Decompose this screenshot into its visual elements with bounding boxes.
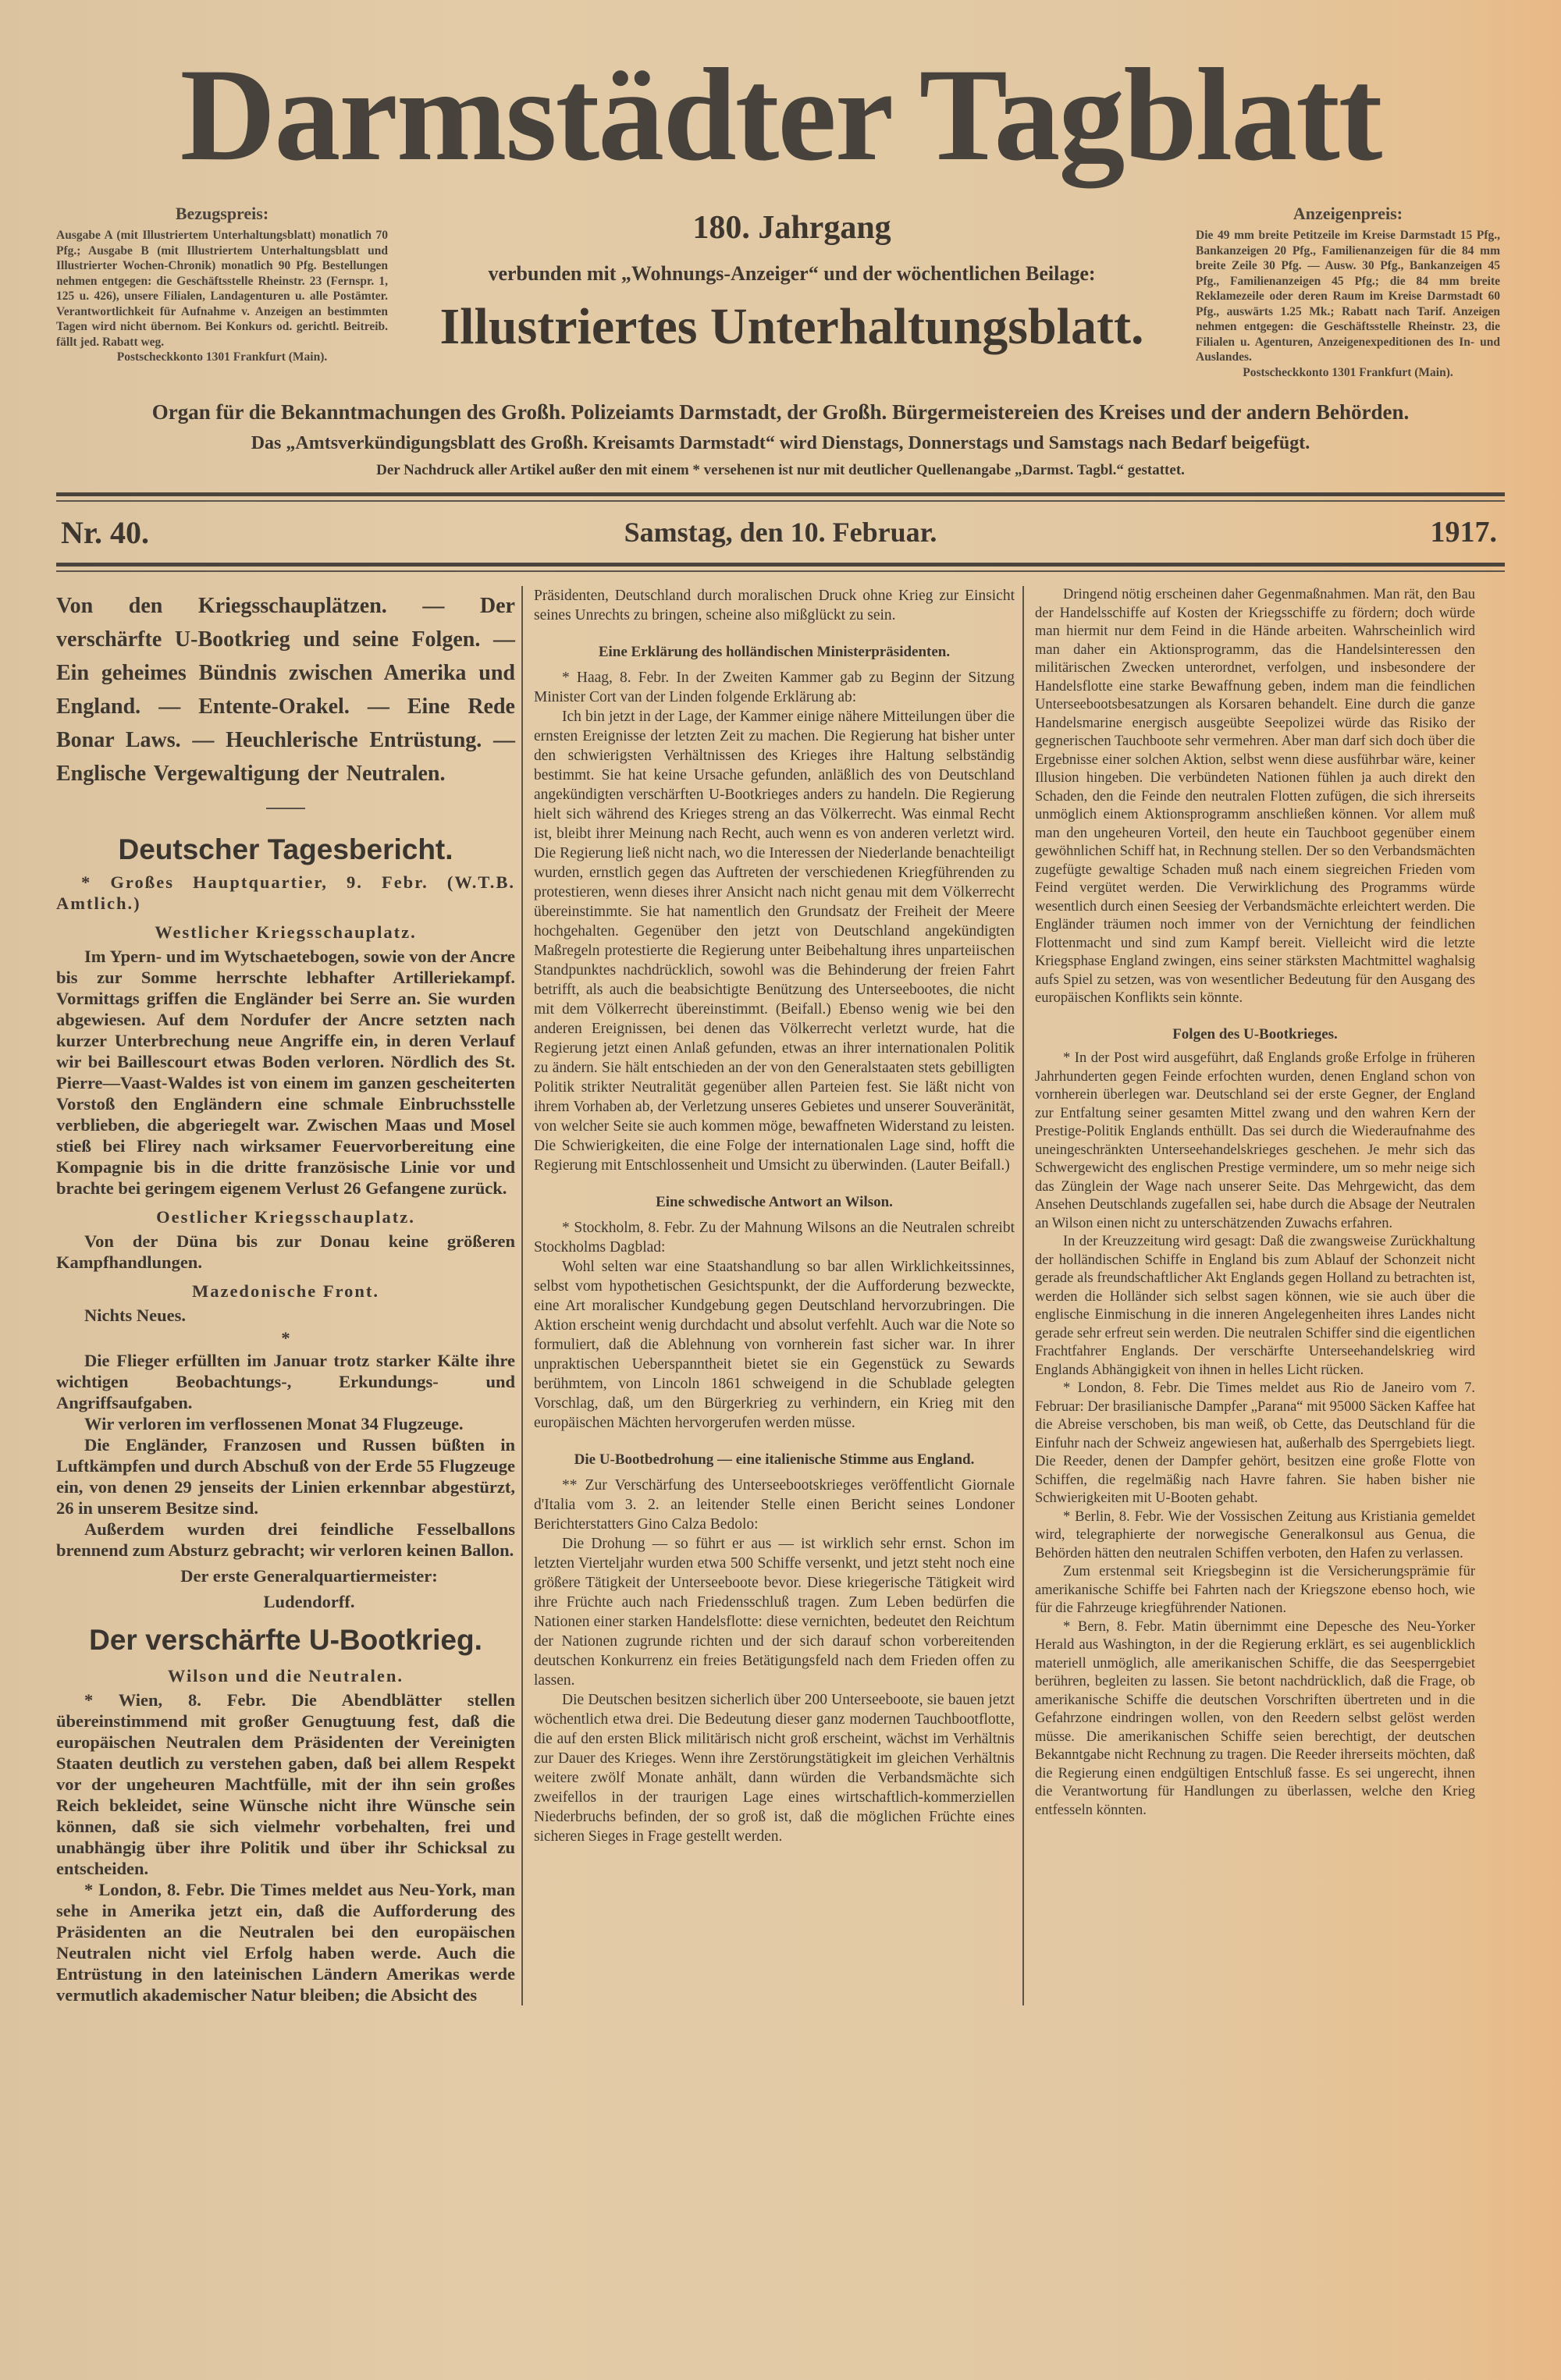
newspaper-page [56,0,1505,2005]
subscription-price-box [56,203,388,365]
issue-year: 1917. [1430,516,1497,549]
subscription-price-footer: Postscheckkonto 1301 Frankfurt (Main). [116,350,328,364]
dateline: * Großes Hauptquartier, 9. Febr. (W.T.B. Amtlich.) [56,872,515,913]
advertising-price-box [1196,203,1500,380]
paragraph: Präsidenten, Deutschland durch moralischen Druck ohne Krieg zur Einsicht seines Unrechts zu bringen, scheine also mißglückt zu sein. [534,588,1015,623]
paragraph: Von der Düna bis zur Donau keine größeren Kampfhandlungen. [56,1231,515,1272]
advertising-price-text: Die 49 mm breite Petitzeile im Kreise Darmstadt 15 Pfg., Bankanzeigen 20 Pfg., Familienanzeigen für die 84 mm breite Zeile 30 Pfg. — Ausw. 30 Pfg., Bankanzeigen 45 Pfg., Familienanzeigen 45 Pfg.; die 84 mm breite Reklamezeile oder deren Raum im Kreise Darmstadt 60 Pfg., auswärts 1.25 Mk.; Rabatt nach Tarif. Anzeigen nehmen entgegen: die Geschäftsstelle Rheinstr. 23, die Filialen u. Agenturen, Anzeigenexpeditionen des In- und Auslandes. [1196,229,1500,364]
section-subhead: Mazedonische Front. [191,1281,380,1301]
ornament: * [281,1328,290,1348]
article-columns [56,586,1505,2005]
paragraph: In der Kreuzzeitung wird gesagt: Daß die zwangsweise Zurückhaltung der holländischen Schiffe in England bis zum Ablauf der Schonzeit nicht gerade als freundschaftlicher Akt Englands gegen Holland zu betrachten ist, werden die Holländer sich selbst sagen können, wie sie auch über die englische Einmischung in die inneren Angelegenheiten ihres Landes nicht gerade sehr erfreut sein werden. Die neutralen Schiffer sind die eigentlichen Frachtfahrer Englands. Der verschärfte Unterseehandelskrieg wird Englands Abhängigkeit von ihnen in helles Licht rücken. [1035,1234,1475,1378]
paragraph: * Stockholm, 8. Febr. Zu der Mahnung Wilsons an die Neutralen schreibt Stockholms Dagblad: [534,1220,1015,1256]
paragraph: * In der Post wird ausgeführt, daß Englands große Erfolge in früheren Jahrhunderten gegen Feinde erfochten wurden, denen England schon von vornherein überlegen war. Deutschland sei der erste Gegner, der England zur Entfaltung seiner gesamten Mittel zwang und den wahren Kern der Prestige-Politik Englands enthüllt. Das sei durch die Wiederaufnahme des uneingeschränkten Unterseehandelskrieges geschehen. Je mehr sich das Schwergewicht des englischen Prestige vermindere, um so mehr neige sich das Zünglein der Wage nach unserer Seite. Das Mehrgewicht, das dem Ansehen Deutschlands zugefallen sei, habe durch die Absage der Neutralen an Wilson einen nicht zu unterschätzenden Zuwachs erfahren. [1035,1050,1475,1231]
advertising-price-footer: Postscheckkonto 1301 Frankfurt (Main). [1243,365,1453,379]
double-rule [56,563,1505,572]
paragraph: * Haag, 8. Febr. In der Zweiten Kammer gab zu Beginn der Sitzung Minister Cort van der Linden folgende Erklärung ab: [534,670,1015,705]
paragraph: Wohl selten war eine Staatshandlung so bar allen Wirklichkeitssinnes, selbst vom hypothetischen Gesichtspunkt, der die Aufforderung bezweckte, eine Art moralischer Kundgebung gegen Deutschland hervorzubringen. Die Aktion erscheint wenig durchdacht und absolut verfehlt. Auch war die Note so formuliert, daß die Ablehnung von vornherein fast sicher war. In ihrer unpraktischen Ueberspanntheit bietet sie ein Gegenstück zu Sewards berühmtem, von Lincoln 1861 schweigend in die Schublade gelegten Vorschlag, daß, um den Bürgerkrieg zu verhindern, ein Krieg mit den europäischen Mächten hervorgerufen werden müsse. [534,1259,1015,1431]
newspaper-title: Darmstädter Tagblatt [180,41,1381,188]
organ-line: Organ für die Bekanntmachungen des Großh. Polizeiamts Darmstadt, der Großh. Bürgermeistereien des Kreises und der andern Behörden. [151,400,1410,424]
article-subhead: Die U-Bootbedrohung — eine italienische Stimme aus England. [574,1451,975,1468]
masthead-center [411,203,1172,361]
signature: Der erste Generalquartiermeister: [180,1566,438,1586]
paragraph: Die Drohung — so führt er aus — ist wirklich sehr ernst. Schon im letzten Vierteljahr wurden etwa 500 Schiffe versenkt, und jetzt steht noch eine größere Tätigkeit der Unterseeboote bevor. Diese kriegerische Tätigkeit wird ihre Früchte auch nach Friedensschluß tragen. Zum Leben bedürfen die Nationen einer starken Handelsflotte: diese vernichten, bedeutet den Reichtum der Nationen zugrunde richten und der sich darauf schon vorbereitenden deutschen Konkurrenz ein freies Betätigungsfeld nach dem Frieden offen zu lassen. [534,1536,1015,1689]
subscription-price-heading: Bezugspreis: [175,204,269,223]
article-subhead: Eine Erklärung des holländischen Ministerpräsidenten. [598,644,951,660]
supplement-note: verbunden mit „Wohnungs-Anzeiger“ und der wöchentlichen Beilage: [488,262,1096,285]
volume-number: 180. Jahrgang [692,210,891,246]
paragraph: * Wien, 8. Febr. Die Abendblätter stellen übereinstimmend mit großer Genugtuung fest, daß die europäischen Neutralen dem Präsidenten der Vereinigten Staaten deutlich zu verstehen gaben, daß bei allem Respekt vor der ungeheuren Machtfülle, mit der ihn sein großes Reich bekleidet, seine Wünsche nicht ihre Wünsche sein können, daß sie sich vielmehr vorbehalten, frei und unabhängig über ihre Politik und über ihr Schicksal zu entscheiden. [56,1690,515,1878]
paragraph: Die Flieger erfüllten im Januar trotz starker Kälte ihre wichtigen Beobachtungs-, Erkundungs- und Angriffsaufgaben. [56,1351,515,1412]
section-subhead: Oestlicher Kriegsschauplatz. [156,1207,415,1227]
paragraph: * Bern, 8. Febr. Matin übernimmt eine Depesche des Neu-Yorker Herald aus Washington, in der die Regierung erklärt, es sei augenblicklich materiell unmöglich, alle amerikanischen Schiffe, die das Seesperrgebiet berühren, begleiten zu lassen. Sie betont nachdrücklich, daß die Frage, ob amerikanische Schiffe die deutschen Vorschriften übertreten und in die Gefahrzone eindringen wollen, von den Reedern selbst gelöst werden müsse. Die amerikanischen Schiffe seien berechtigt, der deutschen Bekanntgabe nicht Rechnung zu tragen. Die Reeder ihrerseits möchten, daß die Regierung einen endgültigen Entschluß fasse. Es sei ungerecht, ihnen die Verantwortung für Handlungen zu überlassen, welche den Krieg entfesseln könnten. [1035,1618,1475,1818]
paragraph: Nichts Neues. [84,1305,186,1325]
subscription-price-text: Ausgabe A (mit Illustriertem Unterhaltungsblatt) monatlich 70 Pfg.; Ausgabe B (mit Illustriertem Unterhaltungsblatt und Illustrierter Wochen-Chronik) monatlich 90 Pfg. Bestellungen nehmen entgegen: die Geschäftsstelle Rheinstr. 23 (Fernspr. 1, 125 u. 426), unsere Filialen, Landagenturen u. alle Postämter. Verantwortlichkeit für Aufnahme v. Anzeigen an bestimmten Tagen wird nicht übernom. Bei Konkurs od. gerichtl. Beitreib. fällt jed. Rabatt weg. [56,229,388,349]
supplement-title: Illustriertes Unterhaltungsblatt. [439,298,1144,355]
reprint-notice: Der Nachdruck aller Artikel außer den mit einem * versehenen ist nur mit deutlicher Quellenangabe „Darmst. Tagbl.“ gestattet. [376,462,1185,478]
masthead-info-row [56,203,1505,380]
paragraph: * London, 8. Febr. Die Times meldet aus Neu-York, man sehe in Amerika jetzt ein, daß die Aufforderung des Präsidenten an die Neutralen bei den europäischen Neutralen nicht viel Erfolg haben werde. Auch die Entrüstung in den lateinischen Ländern Amerikas werde vermutlich akademischer Natur bleiben; die Absicht des [56,1880,515,2005]
paragraph: Dringend nötig erscheinen daher Gegenmaßnahmen. Man rät, den Bau der Handelsschiffe auf Kosten der Kriegsschiffe zu fördern; doch würde man hiermit nur dem Feind in die Hände arbeiten. Wahrscheinlich wird man daher ein Aktionsprogramm, das die Handelsinteressen den militärischen Zwecken unterordnet, verfolgen, und insbesondere der Handelsflotte eine starke Bewaffnung geben, indem man die feindlichen Unterseebootsbesatzungen als Korsaren behandelt. Eine durch die ganze Handelsmarine energisch ausgeübte Seepolizei würde das Risiko der gegnerischen Tauchboote sehr vermehren. Aber man darf sich doch über die Ergebnisse einer solchen Aktion, selbst wenn diese ausführbar wäre, keiner Illusion hingeben. Die verbündeten Nationen fühlen ja auch direkt den Schaden, den die Feinde den neutralen Flotten zufügen, die sich ihrerseits unmöglich einem Aktionsprogramm anschließen können. Vor allem muß man den ungeheuren Vorteil, den heute ein Tauchboot gegenüber einem gewöhnlichen Schiff hat, in Rechnung stellen. Der so den Verbandsmächten zugefügte gewaltige Schaden muß nach einem siegreichen Frieden vom Feind vergütet werden. Die Verwirklichung des Programms würde wesentlich durch einen Seesieg der Verbandsmächte erleichtert werden. Die Engländer träumen noch immer von der Vernichtung der feindlichen Flottenmacht und sind zum Kampf bereit. Vielleicht wird die letzte Kriegsphase England zwingen, eins seiner stärksten Machtmittel waghalsig aufs Spiel zu setzen, was von wesentlicher Bedeutung für den Ausgang des europäischen Konflikts sein könnte. [1035,587,1475,1006]
paragraph: Die Deutschen besitzen sicherlich über 200 Unterseeboote, sie bauen jetzt wöchentlich etwa drei. Die Bedeutung dieser ganz modernen Tauchbootflotte, die auf den ersten Blick militärisch nicht groß erscheint, wächst im Verhältnis zur Dauer des Krieges. Wenn ihre Zerstörungstätigkeit im gleichen Verhältnis weitere zwölf Monate anhält, dann würden die Verbandsmächte sich zweifellos in der traurigen Lage eines wirtschaftlich-kommerziellen Niederbruchs befinden, der so groß ist, daß die möglichen Früchte eines sicheren Sieges in Frage gestellt werden. [534,1692,1015,1845]
advertising-price-heading: Anzeigenpreis: [1293,204,1403,223]
paragraph: * Berlin, 8. Febr. Wie der Vossischen Zeitung aus Kristiania gemeldet wird, telegraphierte der norwegische Generalkonsul aus Genua, die Behörden hätten den neutralen Schiffen verboten, den Hafen zu verlassen. [1035,1508,1475,1561]
column-1 [56,586,515,2005]
article-subhead: Folgen des U-Bootkrieges. [1172,1025,1338,1043]
paragraph: Ich bin jetzt in der Lage, der Kammer einige nähere Mitteilungen über die ernsten Ereignisse der letzten Zeit zu machen. Die Regierung hat bisher unter den schwierigsten Verhältnissen des Krieges ihre Haltung selbständig bestimmt. Sie hat keine Ursache gefunden, anläßlich des von Deutschland angekündigten verschärften U-Bootkrieges anders zu handeln. Die Regierung hielt sich während des Krieges streng an das Völkerrecht. Was einmal Recht ist, bleibt ihrer Meinung nach Recht, auch wenn es von anderen verletzt wird. Die Regierung ließ nicht nach, wo die Interessen der Niederlande benachteiligt wurden, ernstlich gegen das Auftreten der verschiedenen Kriegführenden zu protestieren, wenn dieses ihrer Ansicht nach nicht genau mit dem Völkerrecht übereinstimmte. Sie hat namentlich den Grundsatz der Freiheit der Meere hochgehalten. Gegenüber den jetzt von Deutschland angekündigten Maßregeln protestierte die Regierung unter Beibehaltung ihres unparteiischen Standpunktes nachdrücklich, sowohl was die Behinderung der freien Fahrt betrifft, als auch die beabsichtigte Benützung des Unterseebootes, die nicht mit dem Völkerrecht übereinstimmt. (Beifall.) Ebenso wenig wie bei den anderen Ereignissen, bei denen das Völkerrecht verletzt wurde, hat die Regierung jetzt einen Anlaß gefunden, etwas an ihrer internationalen Politik zu ändern. Sie hält entschieden an der von den Generalstaaten stets gebilligten Politik strikter Neutralität gegenüber allen Parteien fest. Sie läßt nicht von ihrem Vorhaben ab, der Verletzung unseres Gebietes und unserer Souveränität, von welcher Seite sie auch kommen möge, bewaffneten Widerstand zu leisten. Die Schwierigkeiten, die eine Folge der internationalen Lage sind, hofft die Regierung mit Entschlossenheit und Umsicht zu überwinden. (Lauter Beifall.) [534,709,1015,1174]
column-divider [1022,586,1024,2005]
section-subhead: Westlicher Kriegsschauplatz. [155,922,417,942]
article-headline: Der verschärfte U-Bootkrieg. [89,1624,482,1656]
double-rule [56,492,1505,502]
paragraph: Wir verloren im verflossenen Monat 34 Flugzeuge. [84,1414,464,1433]
divider [266,808,305,809]
article-headline: Deutscher Tagesbericht. [118,833,453,865]
article-subhead: Eine schwedische Antwort an Wilson. [656,1194,893,1210]
column-3 [1035,586,1475,2005]
column-2 [534,586,1015,2005]
issue-date: Samstag, den 10. Februar. [624,517,937,548]
section-subhead: Wilson und die Neutralen. [167,1666,404,1686]
signature: Ludendorff. [263,1592,355,1611]
issue-dateline [56,502,1505,563]
paragraph: Außerdem wurden drei feindliche Fesselballons brennend zum Absturz gebracht; wir verloren keinen Ballon. [56,1519,515,1560]
official-gazette-line: Das „Amtsverkündigungsblatt des Großh. Kreisamts Darmstadt“ wird Dienstags, Donnerstags und Samstags nach Bedarf beigefügt. [251,433,1310,453]
paragraph: Zum erstenmal seit Kriegsbeginn ist die Versicherungsprämie für amerikanische Schiffe bei Fahrten nach der Kriegszone ebenso hoch, wie für die Fahrzeuge kriegführender Nationen. [1035,1564,1475,1616]
column-divider [521,586,523,2005]
paragraph: * London, 8. Febr. Die Times meldet aus Rio de Janeiro vom 7. Februar: Der brasilianische Dampfer „Parana“ mit 95000 Säcken Kaffee hat die Abreise verschoben, bis man weiß, ob Cette, das Deutschland für die Einfuhr nach der Schweiz angewiesen hat, außerhalb des Sperrgebiets liegt. Die Reeder, denen der Dampfer gehört, besitzen eine große Flotte von Schiffen, die regelmäßig nach Havre fahren. Sie haben bisher nie Schwierigkeiten mit U-Booten gehabt. [1035,1380,1475,1506]
summary: Von den Kriegsschauplätzen. — Der verschärfte U-Bootkrieg und seine Folgen. — Ein geheimes Bündnis zwischen Amerika und England. — Entente-Orakel. — Eine Rede Bonar Laws. — Heuchlerische Entrüstung. — Englische Vergewaltigung der Neutralen. [56,594,515,786]
paragraph: Die Engländer, Franzosen und Russen büßten in Luftkämpfen und durch Abschuß von der Erde 55 Flugzeuge ein, von denen 29 jenseits der Linien erkennbar abgestürzt, 26 in unserem Besitze sind. [56,1435,515,1518]
issue-number: Nr. 40. [61,514,149,550]
paragraph: ** Zur Verschärfung des Unterseebootskrieges veröffentlicht Giornale d'Italia vom 3. 2. an leitender Stelle einen Bericht seines Londoner Berichterstatters Gino Calza Bedolo: [534,1477,1015,1533]
paragraph: Im Ypern- und im Wytschaetebogen, sowie von der Ancre bis zur Somme herrschte lebhafter Artilleriekampf. Vormittags griffen die Engländer bei Serre an. Sie wurden abgewiesen. Auf dem Nordufer der Ancre setzten nach kurzer Unterbrechung neue Angriffe ein, in deren Verlauf wir bei Baillescourt etwas Boden verloren. Nördlich des St. Pierre—Vaast-Waldes ist von einem im ganzen gescheiterten Vorstoß den Engländern eine schmale Einbruchsstelle verblieben, die abgeriegelt war. Zwischen Maas und Mosel stieß bei Flirey nach wirksamer Feuervorbereitung eine Kompagnie bis in die dritte französische Linie vor und brachte bei geringem eigenem Verlust 26 Gefangene zurück. [56,947,515,1198]
